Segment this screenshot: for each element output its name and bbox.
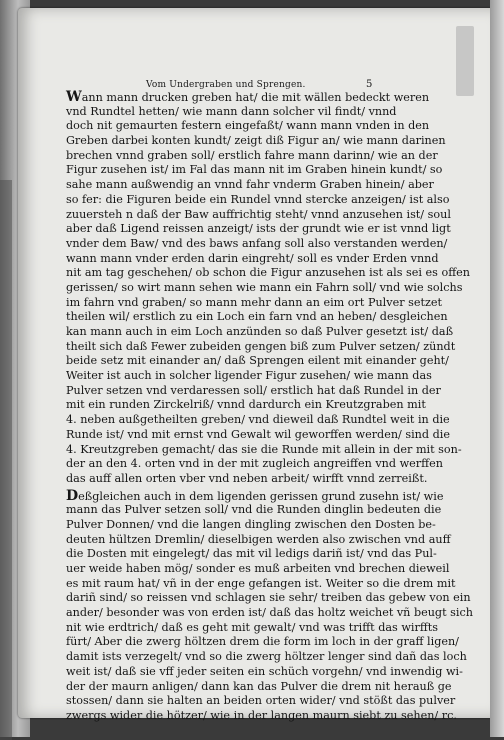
text-line: so fer: die Figuren beide ein Rundel vnnd stercke anzeigen/ ist also (66, 192, 450, 206)
text-line: wann mann vnder erden darin eingreht/ soll es vnder Erden vnnd (66, 251, 439, 265)
text-line: beide setz mit einander an/ daß Sprengen eilent mit einander geht/ (66, 354, 449, 368)
text-line: theilen wil/ erstlich zu ein Loch ein farn vnd an heben/ desgleichen (66, 310, 448, 324)
text-line: der der maurn anligen/ dann kan das Pulver die drem nit herauß ge (66, 679, 452, 693)
text-line: damit ists verzegelt/ vnd so die zwerg höltzer lenger sind dañ das loch (66, 650, 467, 664)
text-line: deuten hültzen Dremlin/ dieselbigen werden also zwischen vnd auff (66, 532, 451, 546)
text-line: zuuersteh n daß der Baw auffrichtig steht/ vnnd anzusehen ist/ soul (66, 207, 451, 221)
text-line: gerissen/ so wirt mann sehen wie mann ein Fahrn soll/ vnd wie solchs (66, 280, 463, 294)
text-line: der an den 4. orten vnd in der mit zugleich angreiffen vnd werffen (66, 457, 443, 471)
text-line: Greben darbei konten kundt/ zeigt diß Figur an/ wie mann darinen (66, 134, 446, 148)
text-line: uer weide haben mög/ sonder es muß arbeiten vnd brechen dieweil (66, 562, 450, 575)
text-line: fürt/ Aber die zwerg höltzen drem die form im loch in der graff ligen/ (66, 635, 459, 649)
text-line: sahe mann außwendig an vnnd fahr vnderm Graben hinein/ aber (66, 178, 434, 192)
text-line: ander/ besonder was von erden ist/ daß das holtz weichet vñ beugt sich (66, 606, 473, 620)
text-line: mann das Pulver setzen soll/ vnd die Runden dinglin bedeuten die (66, 503, 442, 517)
text-line: vnder dem Baw/ vnd des baws anfang soll also verstanden werden/ (66, 236, 448, 250)
text-line: theilt sich daß Fewer zubeiden gengen biß zum Pulver setzen/ zündt (66, 339, 456, 353)
text-line: weit ist/ daß sie vff jeder seiten ein schüch vorgehn/ vnd inwendig wi- (66, 664, 463, 678)
text-line: doch nit gemaurten festern eingefaßt/ wann mann vnden in den (66, 119, 430, 133)
text-line: Weiter ist auch in solcher ligender Figur zusehen/ wie mann das (66, 369, 432, 383)
text-line: nit wie erdtrich/ daß es geht mit gewalt/ vnd was trifft das wirffts (66, 620, 439, 634)
text-line: Figur zusehen ist/ im Fal das mann nit im Graben hinein kundt/ so (66, 163, 443, 177)
text-line: zwergs wider die hötzer/ wie in der langen maurn siebt zu sehen/ rc. (66, 708, 457, 722)
text-line: brechen vnnd graben soll/ erstlich fahre mann darinn/ wie an der (66, 148, 438, 162)
text-line: die Dosten mit eingelegt/ das mit vil ledigs dariñ ist/ vnd das Pul- (66, 547, 437, 561)
book-page (18, 8, 494, 722)
right-page-edge (490, 0, 504, 737)
text-line: stossen/ dann sie halten an beiden orten wider/ vnd stößt das pulver (66, 694, 456, 708)
text-line: es mit raum hat/ vñ in der enge gefangen ist. Weiter so die drem mit (66, 576, 456, 590)
text-line: im fahrn vnd graben/ so mann mehr dann an eim ort Pulver setzet (66, 295, 442, 309)
text-line: Wann mann drucken greben hat/ die mit wällen bedeckt weren (66, 89, 430, 105)
text-line: kan mann auch in eim Loch anzünden so daß Pulver gesetzt ist/ daß (66, 325, 454, 338)
text-line: das auff allen orten vber vnd neben arbeit/ wirfft vnnd zerreißt. (66, 471, 428, 485)
text-line: nit am tag geschehen/ ob schon die Figur anzusehen ist als sei es offen (66, 266, 470, 280)
text-line: 4. neben außgetheilten greben/ vnd dieweil daß Rundtel weit in die (66, 413, 450, 427)
text-line: 4. Kreutzgreben gemacht/ das sie die Runde mit allein in der mit son- (66, 442, 462, 456)
body-text (66, 89, 473, 724)
text-line: Pulver Donnen/ vnd die langen dingling zwischen den Dosten be- (66, 517, 436, 531)
text-line: Runde ist/ vnd mit ernst vnd Gewalt wil geworffen werden/ sind die (66, 427, 450, 441)
text-line: Deßgleichen auch in dem ligenden gerissen grund zusehn ist/ wie (66, 487, 444, 504)
page-number: 5 (366, 79, 373, 90)
running-head: Vom Undergraben und Sprengen. (146, 80, 306, 90)
text-line: Pulver setzen vnd verdaressen soll/ erstlich hat daß Rundel in der (66, 383, 441, 397)
text-line: aber daß Ligend reissen anzeigt/ ists der grundt wie er ist vnnd ligt (66, 222, 451, 236)
text-line: dariñ sind/ so reissen vnd schlagen sie sehr/ treiben das gebew von ein (66, 591, 471, 605)
text-line: vnd Rundtel hetten/ wie mann dann solcher vil findt/ vnnd (66, 104, 397, 118)
text-line: mit ein runden Zirckelriß/ vnnd dardurch ein Kreutzgraben mit (66, 398, 426, 412)
